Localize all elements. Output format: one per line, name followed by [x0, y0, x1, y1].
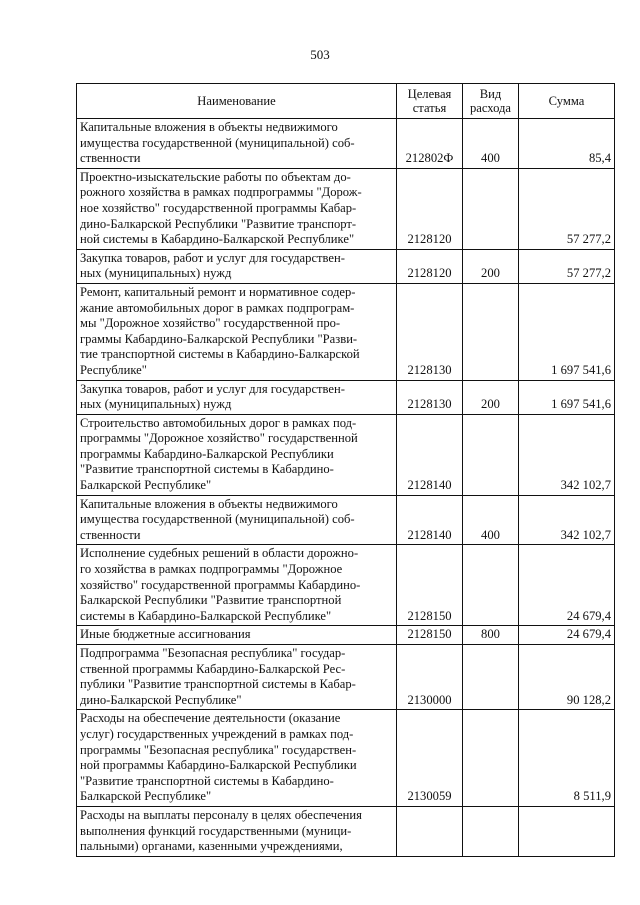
cell-expense-type — [463, 806, 519, 856]
cell-expense-type: 200 — [463, 380, 519, 414]
cell-expense-type: 800 — [463, 626, 519, 645]
table-row — [77, 710, 615, 807]
cell-name — [77, 806, 397, 856]
cell-target-article: 2128140 — [397, 414, 463, 495]
cell-sum: 24 679,4 — [519, 626, 615, 645]
table-row — [77, 626, 615, 645]
cell-expense-type — [463, 645, 519, 710]
cell-name — [77, 710, 397, 807]
cell-sum: 342 102,7 — [519, 414, 615, 495]
text-line: Балкарской Республике" — [80, 789, 212, 804]
text-line: Капитальные вложения в объекты недвижимого — [80, 120, 338, 134]
cell-expense-type: 400 — [463, 495, 519, 545]
text-line: Наименование — [197, 94, 276, 108]
cell-target-article: 2128120 — [397, 168, 463, 249]
cell-name — [77, 380, 397, 414]
text-line: публики "Развитие транспортной системы в Кабар- — [80, 677, 356, 692]
cell-name — [77, 414, 397, 495]
text-line: программы "Безопасная республика" государствен- — [80, 742, 357, 757]
cell-expense-type — [463, 168, 519, 249]
text-line: пальными) органами, казенными учреждениями, — [80, 839, 343, 854]
text-line: "Развитие транспортной системы в Кабардино- — [80, 773, 334, 788]
cell-name — [77, 168, 397, 249]
text-line: Вид — [479, 87, 502, 101]
text-line: ных (муниципальных) нужд — [80, 266, 232, 281]
table-row — [77, 645, 615, 710]
page-number: 503 — [310, 47, 330, 62]
cell-sum: 85,4 — [519, 119, 615, 169]
cell-target-article: 2128130 — [397, 380, 463, 414]
table-row — [77, 806, 615, 856]
cell-name — [77, 249, 397, 283]
table-row — [77, 168, 615, 249]
cell-sum: 8 511,9 — [519, 710, 615, 807]
text-line: "Развитие транспортной системы в Кабардино- — [80, 462, 334, 477]
cell-sum: 90 128,2 — [519, 645, 615, 710]
budget-table — [76, 83, 615, 857]
table-body — [77, 119, 615, 857]
text-line: ной программы Кабардино-Балкарской Республики — [80, 758, 357, 773]
cell-sum: 1 697 541,6 — [519, 283, 615, 380]
text-line: граммы Кабардино-Балкарской Республики "Разви- — [80, 331, 358, 346]
cell-expense-type — [463, 710, 519, 807]
cell-target-article: 2130059 — [397, 710, 463, 807]
text-line: Подпрограмма "Безопасная республика" государ- — [80, 646, 346, 660]
text-line: Республике" — [80, 362, 147, 377]
cell-expense-type: 400 — [463, 119, 519, 169]
text-line: Проектно-изыскательские работы по объектам до- — [80, 169, 351, 184]
text-line: статья — [412, 101, 447, 115]
table-row — [77, 249, 615, 283]
text-line: Иные бюджетные ассигнования — [80, 627, 251, 642]
text-line: Строительство автомобильных дорог в рамках под- — [80, 415, 357, 430]
text-line: Расходы на выплаты персоналу в целях обеспечения — [80, 807, 362, 822]
cell-sum: 24 679,4 — [519, 545, 615, 626]
text-line: Балкарской Республики "Развитие транспортной — [80, 593, 342, 608]
cell-sum: 57 277,2 — [519, 249, 615, 283]
text-line: Сумма — [548, 94, 585, 108]
text-line: ственности — [80, 527, 141, 542]
cell-target-article: 2128140 — [397, 495, 463, 545]
text-line: Целевая — [407, 87, 452, 101]
text-line: Капитальные вложения в объекты недвижимого — [80, 496, 338, 511]
cell-name — [77, 545, 397, 626]
cell-expense-type — [463, 283, 519, 380]
cell-sum — [519, 806, 615, 856]
text-line: Закупка товаров, работ и услуг для государствен- — [80, 250, 345, 265]
cell-target-article: 2128150 — [397, 626, 463, 645]
cell-name — [77, 283, 397, 380]
cell-target-article: 212802Ф — [397, 119, 463, 169]
cell-target-article: 2128130 — [397, 283, 463, 380]
text-line: го хозяйства в рамках подпрограммы "Дорожное — [80, 562, 343, 577]
text-line: Балкарской Республике" — [80, 478, 212, 493]
text-line: программы Кабардино-Балкарской Республики — [80, 446, 334, 461]
cell-expense-type: 200 — [463, 249, 519, 283]
cell-expense-type — [463, 545, 519, 626]
text-line: жание автомобильных дорог в рамках подпрограм- — [80, 300, 355, 315]
text-line: дино-Балкарской Республике" — [80, 692, 242, 707]
text-line: хозяйство" государственной программы Кабардино- — [80, 577, 361, 592]
cell-expense-type — [463, 414, 519, 495]
cell-sum: 1 697 541,6 — [519, 380, 615, 414]
header-sum — [519, 84, 615, 119]
text-line: имущества государственной (муниципальной) соб- — [80, 135, 355, 150]
table-row — [77, 283, 615, 380]
text-line: дино-Балкарской Республики "Развитие транспорт- — [80, 216, 357, 231]
text-line: Исполнение судебных решений в области дорожно- — [80, 546, 359, 561]
text-line: услуг) государственных учреждений в рамках под- — [80, 726, 354, 741]
text-line: ственной программы Кабардино-Балкарской Рес- — [80, 661, 346, 676]
text-line: программы "Дорожное хозяйство" государственной — [80, 431, 358, 446]
cell-name — [77, 495, 397, 545]
cell-sum: 342 102,7 — [519, 495, 615, 545]
header-name — [77, 84, 397, 119]
text-line: ной системы в Кабардино-Балкарской Республике" — [80, 232, 355, 247]
text-line: системы в Кабардино-Балкарской Республике" — [80, 608, 332, 623]
cell-target-article: 2128120 — [397, 249, 463, 283]
table-header-row — [77, 84, 615, 119]
cell-target-article: 2130000 — [397, 645, 463, 710]
text-line: Закупка товаров, работ и услуг для государствен- — [80, 381, 345, 396]
text-line: Расходы на обеспечение деятельности (оказание — [80, 711, 341, 726]
cell-name — [77, 626, 397, 645]
text-line: Ремонт, капитальный ремонт и нормативное содер- — [80, 284, 356, 299]
cell-sum: 57 277,2 — [519, 168, 615, 249]
header-target-article — [397, 84, 463, 119]
cell-name — [77, 119, 397, 169]
table-row — [77, 119, 615, 169]
text-line: тие транспортной системы в Кабардино-Балкарской — [80, 347, 360, 362]
text-line: мы "Дорожное хозяйство" государственной про- — [80, 316, 341, 331]
cell-target-article — [397, 806, 463, 856]
cell-target-article: 2128150 — [397, 545, 463, 626]
table-row — [77, 414, 615, 495]
text-line: рожного хозяйства в рамках подпрограммы "Дорож- — [80, 185, 362, 200]
table-row — [77, 545, 615, 626]
text-line: ных (муниципальных) нужд — [80, 397, 232, 412]
text-line: выполнения функций государственными (муници- — [80, 823, 352, 838]
text-line: ное хозяйство" государственной программы Кабар- — [80, 200, 357, 215]
text-line: имущества государственной (муниципальной) соб- — [80, 512, 355, 527]
text-line: расхода — [469, 101, 512, 115]
text-line: ственности — [80, 151, 141, 166]
table-row — [77, 380, 615, 414]
header-expense-type — [463, 84, 519, 119]
cell-name — [77, 645, 397, 710]
table-row — [77, 495, 615, 545]
